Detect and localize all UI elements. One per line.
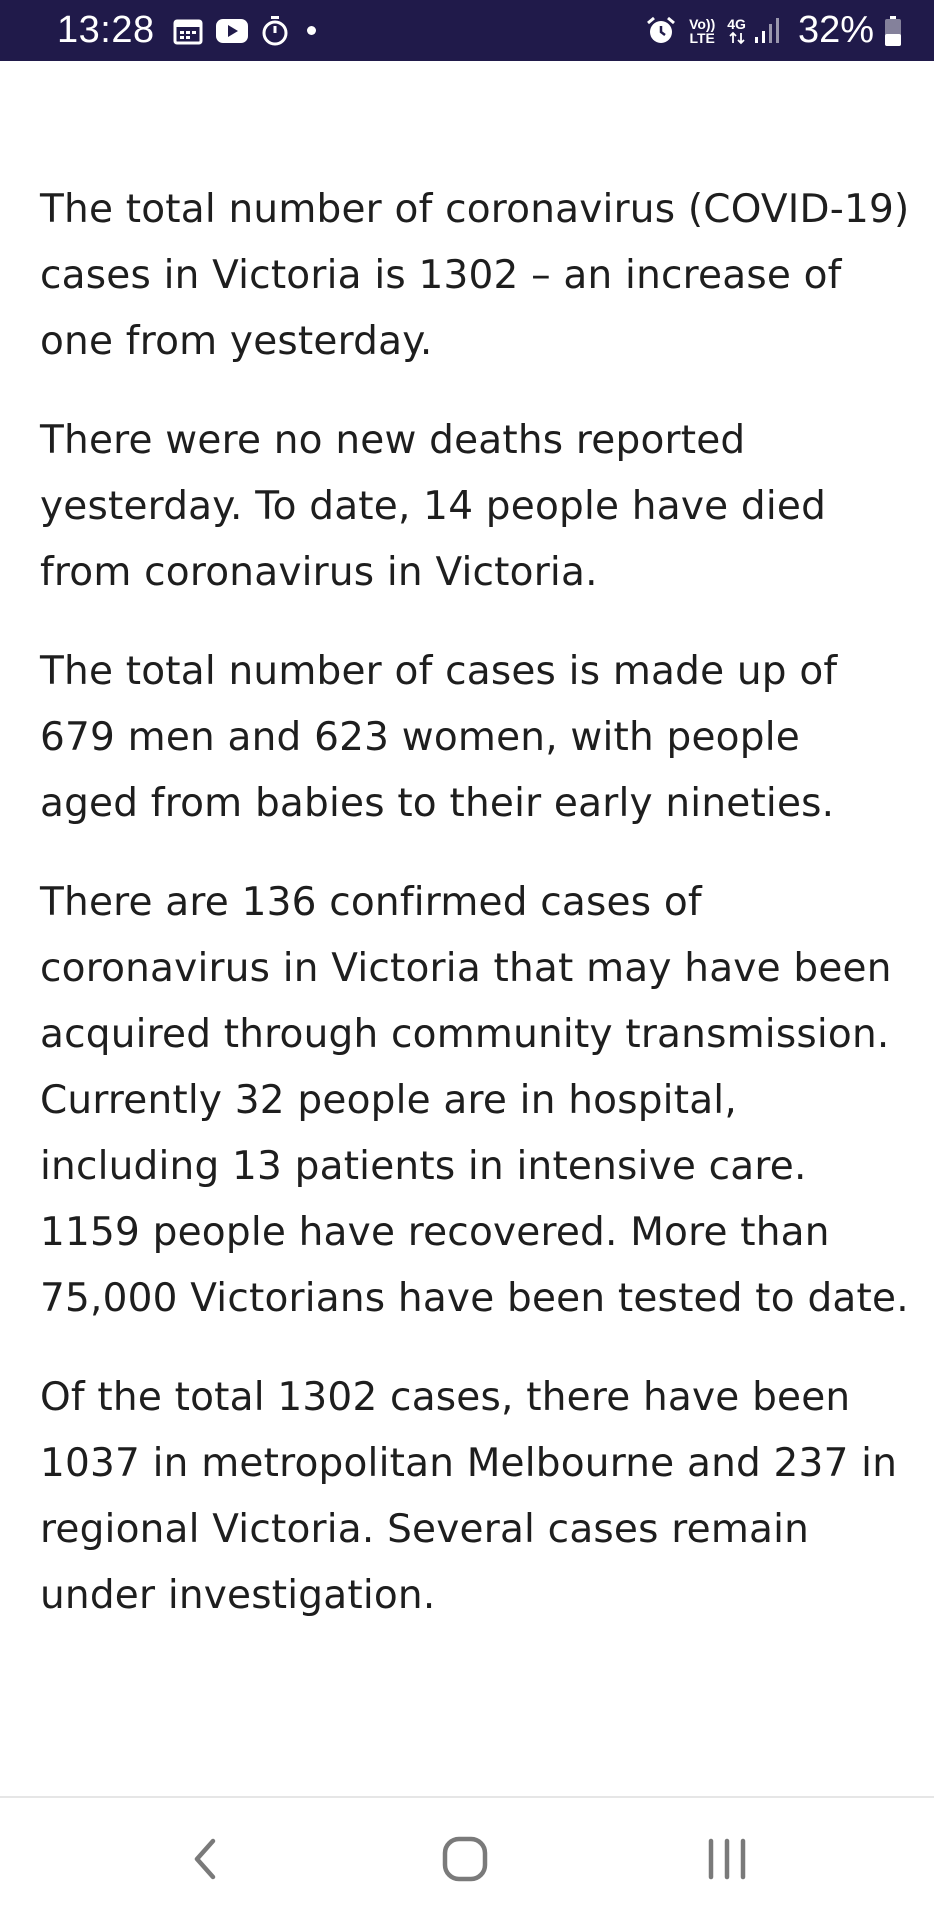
article-paragraph: There were no new deaths reported yesterday. To date, 14 people have died from coronavirus in Victoria. <box>40 418 827 595</box>
volte-indicator <box>689 17 715 45</box>
alarm-icon <box>645 15 677 47</box>
home-button[interactable] <box>395 1798 535 1920</box>
battery-icon <box>884 15 902 47</box>
volte-bottom-label: LTE <box>689 29 715 46</box>
status-bar-right <box>645 9 914 52</box>
status-bar <box>0 0 934 61</box>
battery-percent: 32% <box>797 9 874 51</box>
signal-icon <box>754 17 780 45</box>
network-type-indicator <box>727 17 746 45</box>
status-bar-left <box>57 9 316 52</box>
status-time: 13:28 <box>57 9 155 51</box>
volte-top-label: Vo)) <box>689 15 716 32</box>
article-paragraph: The total number of cases is made up of 679 men and 623 women, with people aged from babies to their early nineties. <box>40 649 838 826</box>
back-icon <box>185 1835 225 1883</box>
timer-icon <box>261 15 289 47</box>
article-body <box>40 177 910 1662</box>
article-paragraph: Of the total 1302 cases, there have been 1037 in metropolitan Melbourne and 237 in regional Victoria. Several cases remain under investigation. <box>40 1375 898 1618</box>
recent-apps-button[interactable] <box>657 1798 797 1920</box>
youtube-icon <box>215 18 249 44</box>
notification-dot-icon <box>307 26 316 35</box>
navigation-bar <box>0 1798 934 1920</box>
home-icon <box>441 1835 489 1883</box>
recent-apps-icon <box>705 1837 749 1881</box>
back-button[interactable] <box>135 1798 275 1920</box>
data-arrows-icon <box>729 31 745 45</box>
article-paragraph: There are 136 confirmed cases of coronavirus in Victoria that may have been acquired through community transmission. Currently 32 people are in hospital, including 13 patients in intensive care. 1159 people have recovered. More than 75,000 Victorians have been tested to date. <box>40 880 909 1321</box>
article-paragraph: The total number of coronavirus (COVID-19) cases in Victoria is 1302 – an increase of one from yesterday. <box>40 187 910 364</box>
calendar-icon <box>173 17 203 45</box>
network-type-label: 4G <box>727 15 746 32</box>
